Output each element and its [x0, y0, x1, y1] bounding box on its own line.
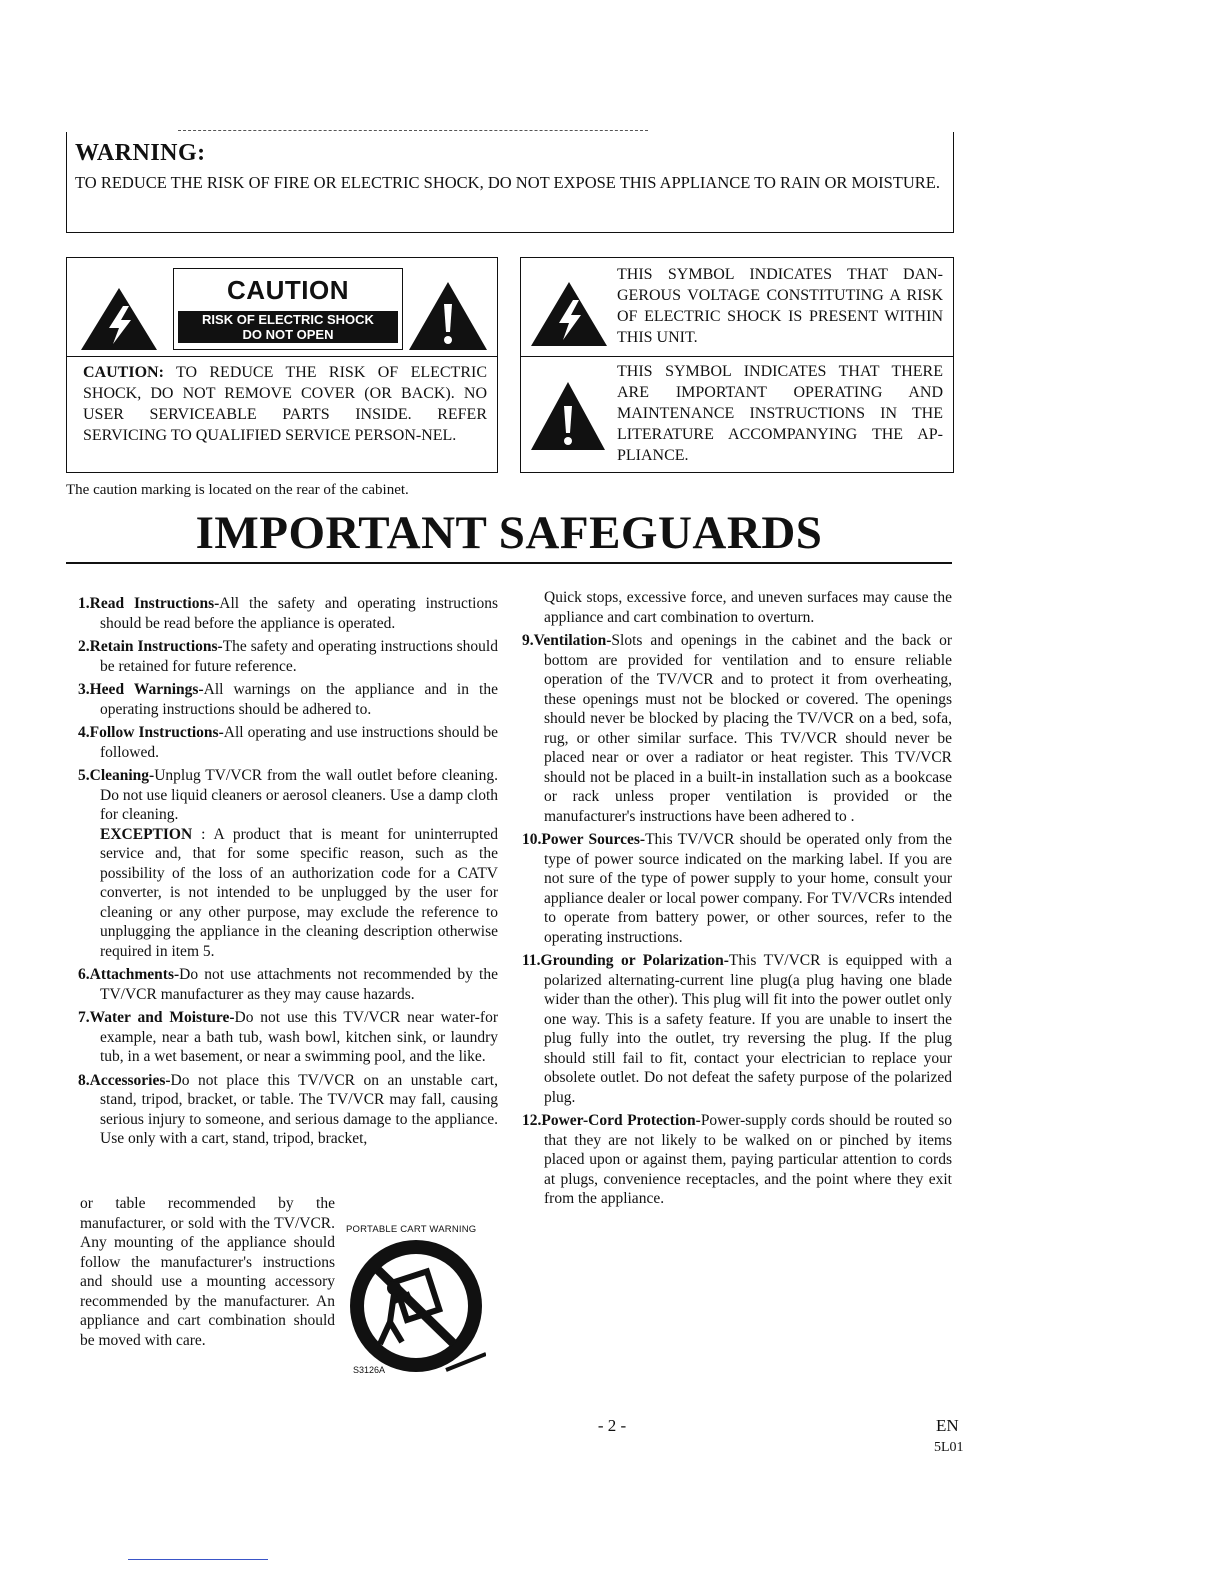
item-number: 6.	[78, 966, 90, 983]
exclamation-symbol-text: THIS SYMBOL INDICATES THAT THERE ARE IMPORTANT OPERATING AND MAINTENANCE INSTRUCTIONS IN THE LITERATURE ACCOMPANYING THE AP-PLIANCE.	[617, 363, 943, 464]
item-title: Heed Warnings-	[89, 681, 204, 698]
item-title: Read Instructions-	[89, 595, 220, 612]
symbol-explanation-box	[520, 257, 954, 473]
caution-label-panel	[173, 268, 403, 350]
safeguard-item-12	[522, 1111, 952, 1209]
item-title: Power-Cord Protection-	[541, 1112, 701, 1129]
safeguard-item-6	[78, 965, 498, 1004]
language-code: EN	[936, 1416, 959, 1435]
caution-text-label: CAUTION:	[83, 364, 164, 381]
item-title: Ventilation-	[533, 632, 612, 649]
item-number: 1.	[78, 595, 90, 612]
title-rule	[66, 562, 952, 564]
cart-figure-code: S3126A	[353, 1365, 386, 1375]
safeguard-item-4	[78, 723, 498, 762]
exception-paragraph	[78, 825, 498, 962]
item-number: 12.	[522, 1112, 542, 1129]
item-8-continuation: or table recommended by the manufacturer, or sold with the TV/VCR. Any mounting of the appliance should follow the manufacturer's instructions and should use a mounting accessory recommended by the manufacturer. An appliance and cart combination should be moved with care.	[80, 1195, 335, 1349]
exception-title: EXCEPTION	[100, 825, 193, 843]
caution-text	[83, 362, 487, 446]
page-title: IMPORTANT SAFEGUARDS	[195, 507, 823, 559]
warning-text: TO REDUCE THE RISK OF FIRE OR ELECTRIC SHOCK, DO NOT EXPOSE THIS APPLIANCE TO RAIN OR MOISTURE.	[75, 173, 940, 192]
model-code: 5L01	[934, 1440, 964, 1455]
left-column	[78, 594, 498, 1153]
caution-band-line1: RISK OF ELECTRIC SHOCK	[202, 312, 374, 327]
lightning-triangle-icon	[529, 280, 609, 348]
item-number: 3.	[78, 681, 90, 698]
exception-text: : A product that is meant for uninterrupted service and, that for some specific reason, such as the possibility of the loss of an authorization code for a CATV converter, is not intended to be unplugged by the user for cleaning or any other purpose, may exclude the reference to unplugging the appliance in the cleaning description otherwise required in item 5.	[100, 825, 498, 960]
warning-title: WARNING:	[75, 140, 206, 166]
item-number: 7.	[78, 1009, 90, 1026]
safeguard-item-7	[78, 1008, 498, 1067]
cart-tip-over-icon	[350, 1236, 486, 1376]
lightning-symbol-text: THIS SYMBOL INDICATES THAT DAN-GEROUS VOLTAGE CONSTITUTING A RISK OF ELECTRIC SHOCK IS PRESENT WITHIN THIS UNIT.	[617, 266, 943, 346]
safeguard-item-11	[522, 951, 952, 1107]
caution-band-line2: DO NOT OPEN	[242, 327, 334, 342]
item-number: 2.	[78, 638, 90, 655]
item-title: Retain Instructions-	[89, 638, 223, 655]
item-text: This TV/VCR is equipped with a polarized alternating-current line plug(a plug having one blade wider than the other). This plug will fit into the power outlet only one way. This is a safety feature. If you are unable to insert the plug fully into the outlet, try reversing the plug. If the plug should still fail to fit, contact your electrician to replace your obsolete outlet. Do not defeat the safety purpose of the polarized plug.	[544, 952, 952, 1106]
cart-warning-label: PORTABLE CART WARNING	[346, 1224, 477, 1235]
caution-divider	[67, 356, 497, 357]
item-number: 10.	[522, 831, 542, 848]
item-text: All warnings on the appliance and in the operating instructions should be adhered to.	[100, 681, 498, 718]
safeguard-item-1	[78, 594, 498, 633]
lightning-triangle-icon	[79, 286, 159, 352]
warning-box	[66, 132, 954, 233]
item-text: Power-supply cords should be routed so that they are not likely to be walked on or pinched by items placed upon or against them, paying particular attention to cords at plugs, convenience receptacles, and the point where they exit from the appliance.	[544, 1112, 952, 1207]
safeguard-item-10	[522, 830, 952, 947]
item-number: 5.	[78, 767, 90, 784]
safeguard-item-8	[78, 1071, 498, 1149]
exclamation-triangle-icon	[529, 380, 607, 452]
exclamation-triangle-icon	[407, 280, 489, 352]
caution-panel-band	[178, 311, 398, 343]
item-text: All the safety and operating instructions should be read before the appliance is operated.	[100, 595, 499, 632]
item-title: Water and Moisture-	[89, 1009, 235, 1026]
footer-rule	[128, 1559, 268, 1560]
safeguard-item-5	[78, 766, 498, 825]
page-number: - 2 -	[597, 1416, 627, 1435]
item-text: Do not use attachments not recommended by the TV/VCR manufacturer as they may cause hazards.	[100, 966, 498, 1003]
caution-text-body: TO REDUCE THE RISK OF ELECTRIC SHOCK, DO NOT REMOVE COVER (OR BACK). NO USER SERVICEABLE PARTS INSIDE. REFER SERVICING TO QUALIFIED SERVICE PERSON-NEL.	[83, 364, 487, 444]
caution-panel-title: CAUTION	[227, 275, 349, 305]
item-title: Cleaning-	[89, 767, 155, 784]
caution-box	[66, 257, 498, 473]
item-number: 4.	[78, 724, 90, 741]
symbol-divider	[521, 356, 953, 357]
item-text: This TV/VCR should be operated only from the type of power source indicated on the marking label. If you are not sure of the type of power supply to your home, consult your appliance dealer or local power company. For TV/VCRs intended to operate from battery power, or other sources, refer to the operating instructions.	[544, 831, 952, 946]
item-title: Grounding or Polarization-	[540, 952, 729, 969]
item-text: All operating and use instructions should be followed.	[100, 724, 498, 761]
item-text: Do not place this TV/VCR on an unstable cart, stand, tripod, bracket, or table. The TV/VCR may fall, causing serious injury to someone, and serious damage to the appliance. Use only with a cart, stand, tripod, bracket,	[100, 1071, 498, 1147]
item-text: Slots and openings in the cabinet and the back or bottom are provided for ventilation and to ensure reliable operation of the TV/VCR and to protect it from overheating, these openings must not be blocked or covered. The openings should never be blocked by placing the TV/VCR on a bed, sofa, rug, or other similar surface. This TV/VCR should never be placed near or over a radiator or heat register. This TV/VCR should not be placed in a built-in installation such as a bookcase or rack unless proper ventilation is provided or the manufacturer's instructions have been adhered to .	[544, 632, 952, 825]
item-text: Unplug TV/VCR from the wall outlet before cleaning. Do not use liquid cleaners or aerosol cleaners. Use a damp cloth for cleaning.	[100, 767, 498, 823]
caution-note: The caution marking is located on the rear of the cabinet.	[66, 482, 409, 498]
item-number: 9.	[522, 632, 534, 649]
safeguard-item-9	[522, 631, 952, 826]
item-title: Power Sources-	[541, 831, 646, 848]
item-8-continuation-right: Quick stops, excessive force, and uneven surfaces may cause the appliance and cart combination to overturn.	[544, 589, 952, 626]
item-number: 11.	[522, 952, 541, 969]
item-title: Accessories-	[89, 1071, 171, 1089]
right-column	[522, 588, 952, 1213]
safeguard-item-2	[78, 637, 498, 676]
item-text: The safety and operating instructions should be retained for future reference.	[100, 638, 498, 675]
item-text: Do not use this TV/VCR near water-for example, near a bath tub, wash bowl, kitchen sink, or laundry tub, in a wet basement, or near a swimming pool, and the like.	[100, 1009, 498, 1065]
item-title: Attachments-	[89, 966, 180, 983]
item-number: 8.	[78, 1071, 90, 1089]
warning-top-rule	[178, 130, 648, 131]
item-title: Follow Instructions-	[89, 724, 224, 741]
safeguard-item-3	[78, 680, 498, 719]
